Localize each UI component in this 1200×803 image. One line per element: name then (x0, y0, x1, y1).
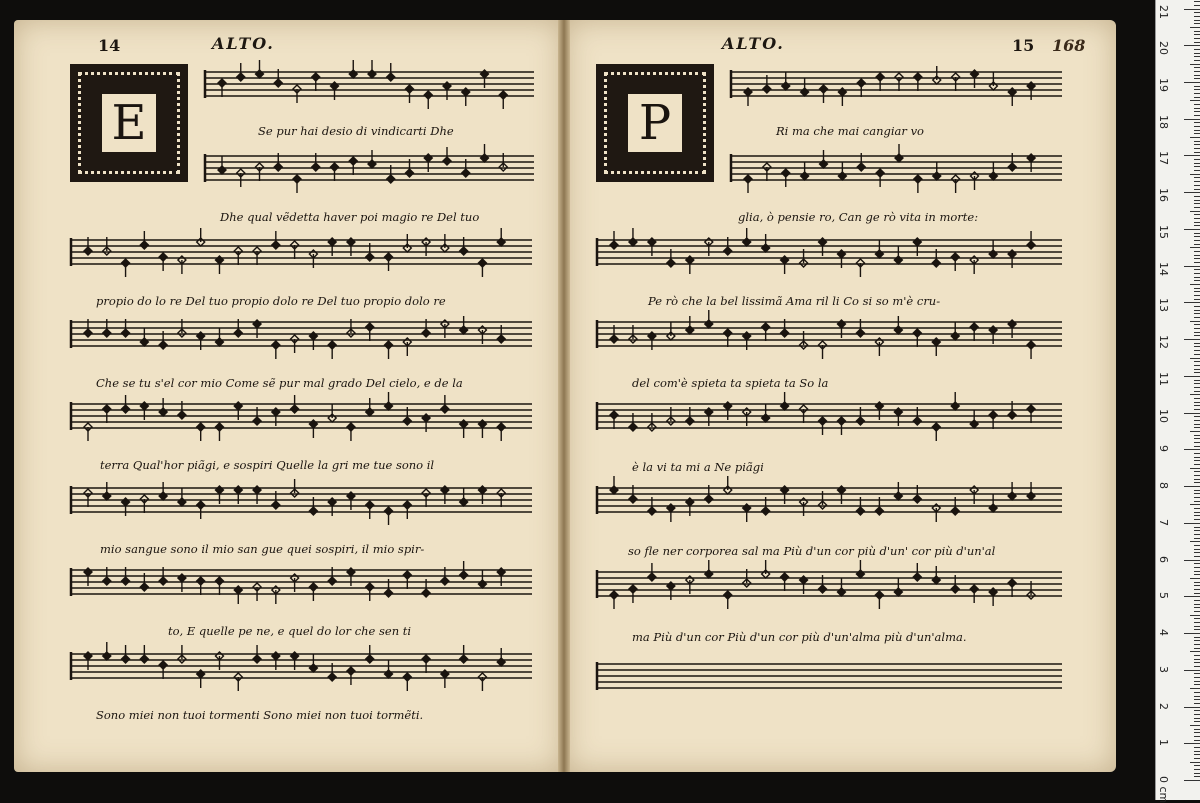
lyric-line: Ri ma che mai cangiar vo (776, 124, 924, 138)
ruler-minor-tick (1194, 291, 1200, 292)
ruler-minor-tick (1194, 659, 1200, 660)
ruler-minor-tick (1194, 71, 1200, 72)
ruler-minor-tick (1194, 574, 1200, 575)
ruler-minor-tick (1194, 181, 1200, 182)
ruler-minor-tick (1190, 725, 1200, 726)
ruler-minor-tick (1194, 258, 1200, 259)
ruler-minor-tick (1194, 721, 1200, 722)
ruler-minor-tick (1194, 637, 1200, 638)
ruler-minor-tick (1194, 328, 1200, 329)
ruler-tick (1184, 155, 1200, 156)
lyric-line: glia, ò pensie ro, Can ge rò vita in morte: (738, 210, 979, 224)
ruler-tick (1184, 192, 1200, 193)
ruler-tick (1184, 780, 1200, 781)
ruler-label: 14 (1157, 261, 1170, 276)
ruler-minor-tick (1194, 306, 1200, 307)
lyric-line: Pe rò che la bel lissimã Ama ril li Co si so m'è cru- (648, 294, 941, 308)
ruler-minor-tick (1194, 56, 1200, 57)
ruler-minor-tick (1194, 166, 1200, 167)
ruler-minor-tick (1194, 383, 1200, 384)
ruler-minor-tick (1194, 607, 1200, 608)
ruler-minor-tick (1194, 5, 1200, 6)
ruler-minor-tick (1194, 446, 1200, 447)
ruler-minor-tick (1194, 372, 1200, 373)
lyric-line: mio sangue sono il mio san gue quei sospiri, il mio spir- (100, 542, 425, 556)
ruler-tick (1184, 743, 1200, 744)
ruler-minor-tick (1194, 185, 1200, 186)
ruler-minor-tick (1194, 710, 1200, 711)
ruler-minor-tick (1194, 515, 1200, 516)
ruler-minor-tick (1194, 332, 1200, 333)
lyric-line: Se pur hai desio di vindicarti Dhe (258, 124, 454, 138)
lyric-line: Dhe qual vẽdetta haver poi magio re Del tuo (220, 210, 480, 224)
ruler-minor-tick (1190, 100, 1200, 101)
ruler-minor-tick (1194, 644, 1200, 645)
ruler-minor-tick (1194, 16, 1200, 17)
music-staff (596, 484, 1062, 514)
ruler-minor-tick (1194, 740, 1200, 741)
ruler-minor-tick (1190, 284, 1200, 285)
initial-letter: E (102, 94, 156, 152)
music-staff (596, 236, 1062, 266)
ruler-minor-tick (1194, 438, 1200, 439)
ruler-minor-tick (1194, 751, 1200, 752)
ruler-minor-tick (1194, 692, 1200, 693)
ruler-minor-tick (1194, 549, 1200, 550)
music-staff (730, 68, 1062, 98)
ruler-minor-tick (1194, 604, 1200, 605)
ruler-minor-tick (1194, 427, 1200, 428)
ruler-minor-tick (1190, 137, 1200, 138)
ruler-minor-tick (1194, 130, 1200, 131)
ruler-minor-tick (1194, 530, 1200, 531)
ruler-minor-tick (1194, 534, 1200, 535)
ruler-minor-tick (1190, 64, 1200, 65)
ruler-minor-tick (1194, 277, 1200, 278)
ruler-minor-tick (1190, 321, 1200, 322)
ruler-tick (1184, 266, 1200, 267)
ruler-minor-tick (1194, 718, 1200, 719)
ruler-minor-tick (1194, 585, 1200, 586)
ruler-minor-tick (1194, 53, 1200, 54)
ruler-minor-tick (1194, 600, 1200, 601)
ruler-tick (1184, 486, 1200, 487)
ruler-minor-tick (1194, 42, 1200, 43)
lyric-line: so fle ner corporea sal ma Più d'un cor più d'un' cor più d'un'al (628, 544, 996, 558)
ruler-minor-tick (1194, 273, 1200, 274)
ruler-minor-tick (1194, 23, 1200, 24)
ruler-minor-tick (1190, 651, 1200, 652)
ruler-minor-tick (1194, 622, 1200, 623)
ruler-tick (1184, 560, 1200, 561)
ruler-minor-tick (1190, 27, 1200, 28)
ruler-minor-tick (1194, 629, 1200, 630)
ruler-minor-tick (1194, 493, 1200, 494)
ruler-minor-tick (1194, 141, 1200, 142)
ruler-minor-tick (1194, 12, 1200, 13)
measurement-ruler (1155, 0, 1200, 803)
ruler-minor-tick (1194, 93, 1200, 94)
ruler-minor-tick (1194, 736, 1200, 737)
ruler-minor-tick (1194, 626, 1200, 627)
ruler-label: 9 (1157, 445, 1170, 453)
ruler-minor-tick (1194, 699, 1200, 700)
ruler-minor-tick (1194, 729, 1200, 730)
ruler-minor-tick (1194, 589, 1200, 590)
ruler-minor-tick (1194, 673, 1200, 674)
ruler-minor-tick (1194, 78, 1200, 79)
ruler-minor-tick (1194, 34, 1200, 35)
ruler-minor-tick (1194, 251, 1200, 252)
ruler-minor-tick (1194, 508, 1200, 509)
ruler-minor-tick (1194, 754, 1200, 755)
ruler-tick (1184, 82, 1200, 83)
ruler-minor-tick (1194, 97, 1200, 98)
music-staff (70, 318, 532, 348)
ruler-minor-tick (1194, 512, 1200, 513)
ruler-minor-tick (1194, 420, 1200, 421)
ruler-minor-tick (1194, 684, 1200, 685)
ruler-label: 18 (1157, 114, 1170, 129)
ruler-minor-tick (1194, 280, 1200, 281)
right-running-title: ALTO. (722, 34, 785, 53)
ruler-minor-tick (1194, 714, 1200, 715)
ruler-minor-tick (1190, 174, 1200, 175)
ruler-tick (1184, 596, 1200, 597)
ruler-minor-tick (1194, 545, 1200, 546)
ruler-label: 0 cm (1157, 776, 1170, 803)
ruler-minor-tick (1194, 144, 1200, 145)
ruler-tick (1184, 523, 1200, 524)
left-running-title: ALTO. (212, 34, 275, 53)
ruler-minor-tick (1190, 762, 1200, 763)
ruler-tick (1184, 670, 1200, 671)
ruler-minor-tick (1194, 196, 1200, 197)
lyric-line: to, E quelle pe ne, e quel do lor che sen ti (168, 624, 412, 638)
ruler-minor-tick (1194, 269, 1200, 270)
ruler-minor-tick (1194, 108, 1200, 109)
ruler-minor-tick (1194, 773, 1200, 774)
initial-letter: P (628, 94, 682, 152)
lyric-line: del com'è spieta ta spieta ta So la (632, 376, 829, 390)
ruler-minor-tick (1194, 152, 1200, 153)
ruler-minor-tick (1194, 38, 1200, 39)
ruler-tick (1184, 229, 1200, 230)
ruler-label: 5 (1157, 592, 1170, 600)
ruler-minor-tick (1194, 703, 1200, 704)
handwritten-folio-number: 168 (1052, 36, 1086, 55)
ruler-tick (1184, 119, 1200, 120)
ruler-minor-tick (1190, 578, 1200, 579)
ruler-label: 16 (1157, 188, 1170, 203)
ruler-minor-tick (1190, 431, 1200, 432)
ruler-minor-tick (1194, 200, 1200, 201)
ruler-minor-tick (1194, 244, 1200, 245)
ruler-minor-tick (1194, 350, 1200, 351)
ruler-minor-tick (1194, 163, 1200, 164)
decorated-initial-e (70, 64, 188, 182)
ruler-minor-tick (1194, 1, 1200, 2)
ruler-minor-tick (1194, 681, 1200, 682)
music-staff (70, 484, 532, 514)
ruler-minor-tick (1190, 541, 1200, 542)
ruler-minor-tick (1194, 655, 1200, 656)
ruler-minor-tick (1194, 67, 1200, 68)
ruler-minor-tick (1194, 519, 1200, 520)
ruler-minor-tick (1194, 460, 1200, 461)
ruler-minor-tick (1194, 567, 1200, 568)
ruler-minor-tick (1194, 346, 1200, 347)
ruler-label: 15 (1157, 224, 1170, 239)
ruler-tick (1184, 413, 1200, 414)
ruler-label: 2 (1157, 702, 1170, 710)
ruler-minor-tick (1194, 666, 1200, 667)
right-page-number: 15 (1012, 36, 1035, 55)
ruler-tick (1184, 45, 1200, 46)
music-staff (596, 318, 1062, 348)
ruler-minor-tick (1194, 732, 1200, 733)
ruler-minor-tick (1194, 582, 1200, 583)
lyric-line: Sono miei non tuoi tormenti Sono miei non tuoi tormẽti. (96, 708, 424, 722)
ruler-minor-tick (1194, 104, 1200, 105)
ruler-minor-tick (1194, 49, 1200, 50)
ruler-minor-tick (1194, 295, 1200, 296)
ruler-minor-tick (1194, 170, 1200, 171)
ruler-tick (1184, 339, 1200, 340)
left-page-number: 14 (98, 36, 121, 55)
ruler-minor-tick (1194, 203, 1200, 204)
ruler-minor-tick (1194, 214, 1200, 215)
ruler-minor-tick (1194, 111, 1200, 112)
ruler-minor-tick (1194, 405, 1200, 406)
ruler-minor-tick (1194, 207, 1200, 208)
ruler-minor-tick (1194, 335, 1200, 336)
ruler-minor-tick (1194, 262, 1200, 263)
ruler-minor-tick (1194, 398, 1200, 399)
ruler-minor-tick (1194, 571, 1200, 572)
ruler-tick (1184, 633, 1200, 634)
ruler-tick (1184, 707, 1200, 708)
empty-music-staff (596, 660, 1062, 690)
ruler-minor-tick (1194, 402, 1200, 403)
ruler-minor-tick (1194, 60, 1200, 61)
ruler-minor-tick (1194, 471, 1200, 472)
decorated-initial-p (596, 64, 714, 182)
music-staff (70, 566, 532, 596)
ruler-label: 6 (1157, 555, 1170, 563)
ruler-minor-tick (1190, 211, 1200, 212)
ruler-minor-tick (1194, 765, 1200, 766)
ruler-minor-tick (1194, 479, 1200, 480)
ruler-minor-tick (1194, 527, 1200, 528)
ruler-label: 19 (1157, 77, 1170, 92)
music-staff (596, 568, 1062, 598)
ruler-label: 4 (1157, 629, 1170, 637)
ruler-minor-tick (1194, 86, 1200, 87)
ruler-minor-tick (1194, 758, 1200, 759)
ruler-minor-tick (1194, 380, 1200, 381)
ruler-minor-tick (1194, 369, 1200, 370)
ruler-minor-tick (1194, 776, 1200, 777)
ruler-minor-tick (1194, 391, 1200, 392)
ruler-label: 13 (1157, 298, 1170, 313)
ruler-minor-tick (1194, 416, 1200, 417)
music-staff (204, 68, 534, 98)
ruler-minor-tick (1194, 288, 1200, 289)
ruler-minor-tick (1194, 611, 1200, 612)
lyric-line: è la vi ta mi a Ne piãgi (632, 460, 764, 474)
ruler-tick (1184, 376, 1200, 377)
ruler-minor-tick (1194, 133, 1200, 134)
ruler-minor-tick (1194, 89, 1200, 90)
ruler-minor-tick (1194, 482, 1200, 483)
ruler-minor-tick (1194, 177, 1200, 178)
ruler-minor-tick (1194, 222, 1200, 223)
ruler-label: 8 (1157, 482, 1170, 490)
ruler-minor-tick (1190, 688, 1200, 689)
book-gutter (558, 20, 570, 772)
ruler-minor-tick (1194, 218, 1200, 219)
ruler-label: 12 (1157, 335, 1170, 350)
ruler-minor-tick (1194, 343, 1200, 344)
lyric-line: propio do lo re Del tuo propio dolo re Del tuo propio dolo re (96, 294, 446, 308)
ruler-minor-tick (1190, 358, 1200, 359)
ruler-minor-tick (1194, 435, 1200, 436)
music-staff (70, 236, 532, 266)
ruler-minor-tick (1194, 424, 1200, 425)
ruler-minor-tick (1194, 640, 1200, 641)
ruler-minor-tick (1194, 126, 1200, 127)
ruler-tick (1184, 302, 1200, 303)
music-staff (730, 152, 1062, 182)
ruler-minor-tick (1194, 240, 1200, 241)
ruler-minor-tick (1194, 31, 1200, 32)
ruler-minor-tick (1194, 696, 1200, 697)
ruler-label: 21 (1157, 4, 1170, 19)
ruler-minor-tick (1194, 490, 1200, 491)
ruler-minor-tick (1194, 299, 1200, 300)
music-staff (204, 152, 534, 182)
ruler-minor-tick (1194, 409, 1200, 410)
ruler-label: 17 (1157, 151, 1170, 166)
ruler-label: 3 (1157, 665, 1170, 673)
ruler-tick (1184, 9, 1200, 10)
ruler-minor-tick (1194, 317, 1200, 318)
ruler-label: 10 (1157, 408, 1170, 423)
ruler-label: 20 (1157, 41, 1170, 56)
ruler-label: 7 (1157, 518, 1170, 526)
ruler-minor-tick (1194, 148, 1200, 149)
music-staff (70, 400, 532, 430)
lyric-line: Che se tu s'el cor mio Come sẽ pur mal grado Del cielo, e de la (96, 376, 463, 390)
lyric-line: ma Più d'un cor Più d'un cor più d'un'alma più d'un'alma. (632, 630, 967, 644)
ruler-minor-tick (1194, 313, 1200, 314)
ruler-minor-tick (1190, 468, 1200, 469)
ruler-minor-tick (1190, 504, 1200, 505)
ruler-minor-tick (1194, 552, 1200, 553)
ruler-minor-tick (1194, 236, 1200, 237)
music-staff (70, 650, 532, 680)
ruler-label: 11 (1157, 371, 1170, 386)
ruler-minor-tick (1194, 593, 1200, 594)
ruler-minor-tick (1194, 475, 1200, 476)
ruler-minor-tick (1194, 365, 1200, 366)
ruler-minor-tick (1194, 538, 1200, 539)
ruler-minor-tick (1194, 497, 1200, 498)
ruler-minor-tick (1194, 442, 1200, 443)
ruler-minor-tick (1194, 457, 1200, 458)
ruler-minor-tick (1194, 354, 1200, 355)
ruler-minor-tick (1194, 453, 1200, 454)
ruler-minor-tick (1194, 769, 1200, 770)
ruler-minor-tick (1194, 233, 1200, 234)
ruler-minor-tick (1194, 677, 1200, 678)
ruler-minor-tick (1194, 122, 1200, 123)
ruler-minor-tick (1194, 387, 1200, 388)
ruler-tick (1184, 449, 1200, 450)
ruler-label: 1 (1157, 739, 1170, 747)
ruler-minor-tick (1194, 115, 1200, 116)
ruler-minor-tick (1194, 618, 1200, 619)
ruler-minor-tick (1194, 563, 1200, 564)
ruler-minor-tick (1194, 556, 1200, 557)
ruler-minor-tick (1194, 662, 1200, 663)
ruler-minor-tick (1190, 247, 1200, 248)
ruler-minor-tick (1194, 255, 1200, 256)
ruler-minor-tick (1194, 159, 1200, 160)
ruler-minor-tick (1194, 225, 1200, 226)
ruler-minor-tick (1194, 75, 1200, 76)
ruler-minor-tick (1194, 324, 1200, 325)
ruler-minor-tick (1190, 394, 1200, 395)
ruler-minor-tick (1194, 501, 1200, 502)
lyric-line: terra Qual'hor piãgi, e sospiri Quelle la gri me tue sono il (100, 458, 435, 472)
ruler-minor-tick (1194, 464, 1200, 465)
ruler-minor-tick (1194, 189, 1200, 190)
ruler-minor-tick (1194, 648, 1200, 649)
ruler-minor-tick (1190, 615, 1200, 616)
ruler-minor-tick (1194, 361, 1200, 362)
music-staff (596, 400, 1062, 430)
ruler-minor-tick (1194, 747, 1200, 748)
ruler-minor-tick (1194, 20, 1200, 21)
ruler-minor-tick (1194, 310, 1200, 311)
